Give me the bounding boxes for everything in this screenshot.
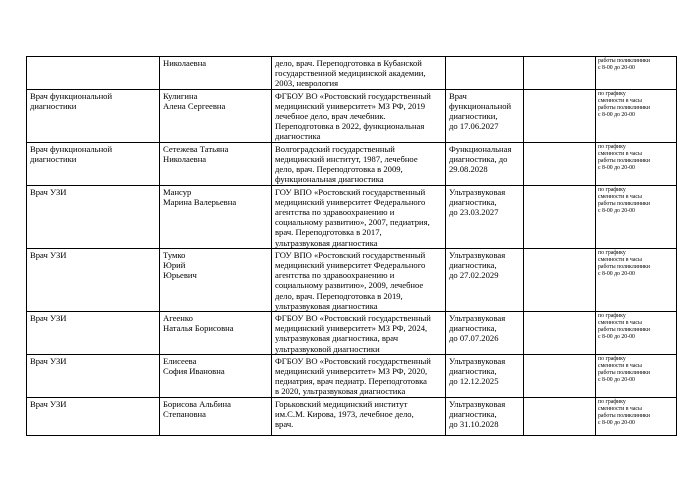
name-cell — [160, 57, 272, 90]
education-line: диагностика — [275, 131, 321, 142]
name-line: София Ивановна — [163, 366, 225, 377]
certificate-line: диагностика, — [449, 196, 497, 207]
name-line: Николаевна — [163, 153, 207, 164]
schedule-line: с 8-00 до 20-00 — [598, 164, 635, 171]
name-line: Тумко — [163, 249, 186, 260]
education-line: им.С.М. Кирова, 1973, лечебное дело, — [275, 408, 414, 419]
education-line: государственной медицинской академии, — [275, 68, 426, 79]
education-line: врач. — [275, 419, 294, 430]
certificate-line: Функциональная — [449, 143, 512, 154]
schedule-line: сменности в часы — [598, 150, 642, 157]
schedule-line: по графику — [598, 355, 626, 362]
staff-table-body — [27, 57, 677, 436]
education-cell — [272, 142, 446, 185]
education-line: функциональная диагностика — [275, 174, 384, 185]
table-row — [27, 354, 677, 397]
position-line: диагностики — [30, 100, 77, 111]
position-line: Врач УЗИ — [30, 355, 67, 366]
education-line: 2003, неврология — [275, 78, 339, 89]
education-line: ФГБОУ ВО «Ростовский государственный — [275, 313, 431, 324]
certificate-line: Ультразвуковая — [449, 186, 506, 197]
education-line: медицинский институт, 1987, лечебное — [275, 153, 418, 164]
position-cell — [27, 312, 160, 355]
certificate-line: Ультразвуковая — [449, 355, 506, 366]
table-row — [27, 89, 677, 142]
position-cell — [27, 354, 160, 397]
education-line: медицинский университет Федерального — [275, 260, 426, 271]
name-cell — [160, 89, 272, 142]
education-line: медицинский университет» МЗ РФ, 2024, — [275, 323, 428, 334]
name-line: Наталья Борисовна — [163, 323, 234, 334]
name-cell — [160, 142, 272, 185]
schedule-cell — [596, 142, 677, 185]
certificate-cell — [446, 57, 524, 90]
table-row — [27, 248, 677, 311]
schedule-line: с 8-00 до 20-00 — [598, 334, 635, 341]
schedule-line: работы поликлиники — [598, 264, 650, 271]
empty-cell — [524, 89, 596, 142]
certificate-line: диагностика, — [449, 366, 497, 377]
education-line: Волгоградский государственный — [275, 143, 395, 154]
position-line: Врач УЗИ — [30, 186, 67, 197]
position-cell — [27, 57, 160, 90]
education-line: ГОУ ВПО «Ростовский государственный — [275, 249, 426, 260]
schedule-line: сменности в часы — [598, 193, 642, 200]
name-line: Сетежева Татьяна — [163, 143, 229, 154]
education-line: ультразвуковой диагностики — [275, 343, 380, 354]
name-line: Николаевна — [163, 58, 207, 68]
position-line: Врач УЗИ — [30, 313, 67, 324]
position-line: Врач функциональной — [30, 90, 113, 101]
education-cell — [272, 185, 446, 248]
empty-cell — [524, 312, 596, 355]
certificate-line: до 31.10.2028 — [449, 419, 499, 430]
empty-cell — [524, 142, 596, 185]
position-line: Врач УЗИ — [30, 249, 67, 260]
certificate-line: диагностика, — [449, 408, 497, 419]
certificate-line: диагностика, — [449, 260, 497, 271]
certificate-line: до 12.12.2025 — [449, 376, 499, 387]
certificate-line: до 23.03.2027 — [449, 207, 499, 218]
name-line: Степановна — [163, 408, 206, 419]
position-cell — [27, 185, 160, 248]
schedule-line: работы поликлиники — [598, 58, 650, 64]
schedule-line: с 8-00 до 20-00 — [598, 207, 635, 214]
schedule-line: работы поликлиники — [598, 200, 650, 207]
position-line: Врач функциональной — [30, 143, 113, 154]
schedule-line: работы поликлиники — [598, 370, 650, 377]
education-line: Переподготовка в 2022, функциональная — [275, 121, 425, 132]
table-row — [27, 142, 677, 185]
education-line: в 2020, ультразвуковая диагностика — [275, 386, 406, 397]
certificate-line: Ультразвуковая — [449, 249, 506, 260]
position-line: Врач УЗИ — [30, 398, 67, 409]
certificate-line: диагностика, до — [449, 153, 508, 164]
certificate-cell — [446, 89, 524, 142]
certificate-line: до 17.06.2027 — [449, 121, 499, 132]
empty-cell — [524, 354, 596, 397]
name-line: Борисова Альбина — [163, 398, 231, 409]
education-line: врач. Переподготовка в 2017, — [275, 227, 382, 238]
education-line: Горьковский медицинский институт — [275, 398, 408, 409]
education-line: дело, врач. Переподготовка в 2019, — [275, 290, 403, 301]
education-line: медицинский университет» МЗ РФ, 2019 — [275, 100, 426, 111]
schedule-line: по графику — [598, 313, 626, 320]
certificate-cell — [446, 354, 524, 397]
schedule-line: по графику — [598, 186, 626, 193]
table-row — [27, 185, 677, 248]
schedule-line: с 8-00 до 20-00 — [598, 111, 635, 118]
schedule-cell — [596, 57, 677, 90]
education-line: социальному развитию», 2007, педиатрия, — [275, 217, 430, 228]
table-row — [27, 312, 677, 355]
schedule-cell — [596, 397, 677, 435]
name-line: Алена Сергеевна — [163, 100, 226, 111]
certificate-line: 29.08.2028 — [449, 164, 488, 175]
education-line: медицинский университет» МЗ РФ, 2020, — [275, 366, 428, 377]
schedule-cell — [596, 89, 677, 142]
schedule-line: сменности в часы — [598, 405, 642, 412]
schedule-line: с 8-00 до 20-00 — [598, 65, 635, 72]
schedule-cell — [596, 312, 677, 355]
empty-cell — [524, 248, 596, 311]
name-cell — [160, 312, 272, 355]
education-line: ФГБОУ ВО «Ростовский государственный — [275, 90, 431, 101]
table-row — [27, 57, 677, 90]
schedule-line: работы поликлиники — [598, 327, 650, 334]
education-cell — [272, 89, 446, 142]
name-line: Елисеева — [163, 355, 197, 366]
schedule-cell — [596, 185, 677, 248]
education-line: агентства по здравоохранению и — [275, 270, 395, 281]
schedule-line: по графику — [598, 249, 626, 256]
certificate-line: Ультразвуковая — [449, 398, 506, 409]
table-row — [27, 397, 677, 435]
education-line: ультразвуковая диагностика — [275, 237, 378, 248]
education-line: социальному развитию», 2009, лечебное — [275, 280, 424, 291]
schedule-line: по графику — [598, 90, 626, 97]
position-cell — [27, 89, 160, 142]
certificate-cell — [446, 185, 524, 248]
schedule-line: с 8-00 до 20-00 — [598, 377, 635, 384]
name-line: Мансур — [163, 186, 192, 197]
name-cell — [160, 397, 272, 435]
certificate-line: функциональной — [449, 100, 512, 111]
schedule-cell — [596, 248, 677, 311]
certificate-line: Врач — [449, 90, 467, 101]
certificate-line: диагностика, — [449, 323, 497, 334]
schedule-cell — [596, 354, 677, 397]
schedule-line: с 8-00 до 20-00 — [598, 271, 635, 278]
education-cell — [272, 312, 446, 355]
empty-cell — [524, 57, 596, 90]
certificate-line: Ультразвуковая — [449, 313, 506, 324]
schedule-line: сменности в часы — [598, 256, 642, 263]
certificate-cell — [446, 248, 524, 311]
education-cell — [272, 57, 446, 90]
position-cell — [27, 248, 160, 311]
certificate-line: до 07.07.2026 — [449, 333, 499, 344]
name-cell — [160, 248, 272, 311]
schedule-line: сменности в часы — [598, 320, 642, 327]
education-line: ГОУ ВПО «Ростовский государственный — [275, 186, 426, 197]
education-cell — [272, 397, 446, 435]
name-line: Агеенко — [163, 313, 193, 324]
education-line: ультразвуковая диагностика, врач — [275, 333, 399, 344]
name-cell — [160, 185, 272, 248]
schedule-line: по графику — [598, 143, 626, 150]
staff-table — [26, 56, 677, 436]
education-line: ультразвуковая диагностика — [275, 300, 378, 311]
certificate-cell — [446, 142, 524, 185]
name-line: Юрий — [163, 260, 186, 271]
education-line: педиатрия, врач педиатр. Переподготовка — [275, 376, 427, 387]
position-line: диагностики — [30, 153, 77, 164]
certificate-cell — [446, 312, 524, 355]
position-cell — [27, 397, 160, 435]
schedule-line: сменности в часы — [598, 362, 642, 369]
education-line: дело, врач. Переподготовка в 2009, — [275, 164, 403, 175]
schedule-line: с 8-00 до 20-00 — [598, 419, 635, 426]
schedule-line: сменности в часы — [598, 97, 642, 104]
schedule-line: работы поликлиники — [598, 412, 650, 419]
empty-cell — [524, 397, 596, 435]
education-cell — [272, 248, 446, 311]
name-cell — [160, 354, 272, 397]
education-line: ФГБОУ ВО «Ростовский государственный — [275, 355, 431, 366]
certificate-line: диагностики, — [449, 111, 498, 122]
name-line: Кулигина — [163, 90, 198, 101]
education-cell — [272, 354, 446, 397]
schedule-line: работы поликлиники — [598, 157, 650, 164]
education-line: дело, врач. Переподготовка в Кубанской — [275, 58, 422, 68]
education-line: медицинский университет Федерального — [275, 196, 426, 207]
schedule-line: по графику — [598, 398, 626, 405]
name-line: Юрьевич — [163, 270, 197, 281]
position-cell — [27, 142, 160, 185]
schedule-line: работы поликлиники — [598, 104, 650, 111]
certificate-line: до 27.02.2029 — [449, 270, 499, 281]
name-line: Марина Валерьевна — [163, 196, 237, 207]
education-line: агентства по здравоохранению и — [275, 207, 395, 218]
education-line: лечебное дело, врач лечебник. — [275, 111, 386, 122]
empty-cell — [524, 185, 596, 248]
certificate-cell — [446, 397, 524, 435]
